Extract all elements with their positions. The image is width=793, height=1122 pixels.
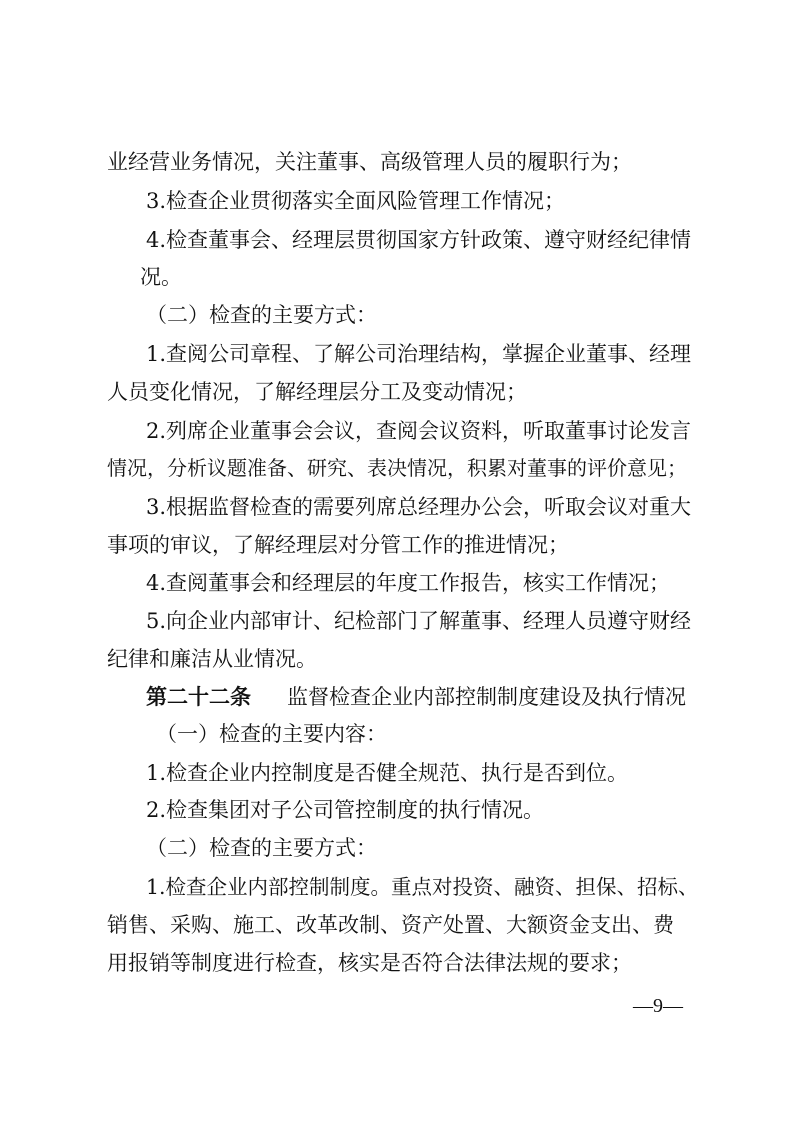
section-heading: （一）检查的主要内容： — [156, 722, 387, 746]
page-number: —9— — [633, 995, 683, 1017]
paragraph-line: 3.检查企业贯彻落实全面风险管理工作情况； — [146, 189, 566, 213]
paragraph-line: 业经营业务情况，关注董事、高级管理人员的履职行为； — [107, 150, 632, 174]
paragraph-line: 5.向企业内部审计、纪检部门了解董事、经理人员遵守财经 — [146, 609, 692, 633]
paragraph-line: 1.检查企业内控制度是否健全规范、执行是否到位。 — [146, 761, 629, 785]
paragraph-line: 4.检查董事会、经理层贯彻国家方针政策、遵守财经纪律情 — [146, 228, 692, 252]
paragraph-line: 况。 — [140, 265, 182, 289]
paragraph-line: 1.查阅公司章程、了解公司治理结构，掌握企业董事、经理 — [146, 342, 692, 366]
paragraph-line: 用报销等制度进行检查，核实是否符合法律法规的要求； — [107, 951, 632, 975]
paragraph-line: 销售、采购、施工、改革改制、资产处置、大额资金支出、费 — [107, 913, 674, 937]
paragraph-line: 4.查阅董事会和经理层的年度工作报告，核实工作情况； — [146, 571, 671, 595]
article-title: 监督检查企业内部控制制度建设及执行情况 — [287, 685, 686, 709]
paragraph-line: 人员变化情况，了解经理层分工及变动情况； — [107, 380, 527, 404]
paragraph-line: 纪律和廉洁从业情况。 — [107, 647, 317, 671]
section-heading: （二）检查的主要方式： — [146, 303, 377, 327]
paragraph-line: 3.根据监督检查的需要列席总经理办公会，听取会议对重大 — [146, 495, 692, 519]
section-heading: （二）检查的主要方式： — [146, 836, 377, 860]
paragraph-line: 2.列席企业董事会会议，查阅会议资料，听取董事讨论发言 — [146, 419, 692, 443]
paragraph-line: 2.检查集团对子公司管控制度的执行情况。 — [146, 798, 545, 822]
paragraph-line: 事项的审议，了解经理层对分管工作的推进情况； — [107, 533, 569, 557]
article-number: 第二十二条 — [146, 684, 251, 709]
article-heading — [146, 686, 686, 708]
paragraph-line: 1.检查企业内部控制制度。重点对投资、融资、担保、招标、 — [146, 875, 699, 899]
paragraph-line: 情况，分析议题准备、研究、表决情况，积累对董事的评价意见； — [107, 456, 687, 480]
